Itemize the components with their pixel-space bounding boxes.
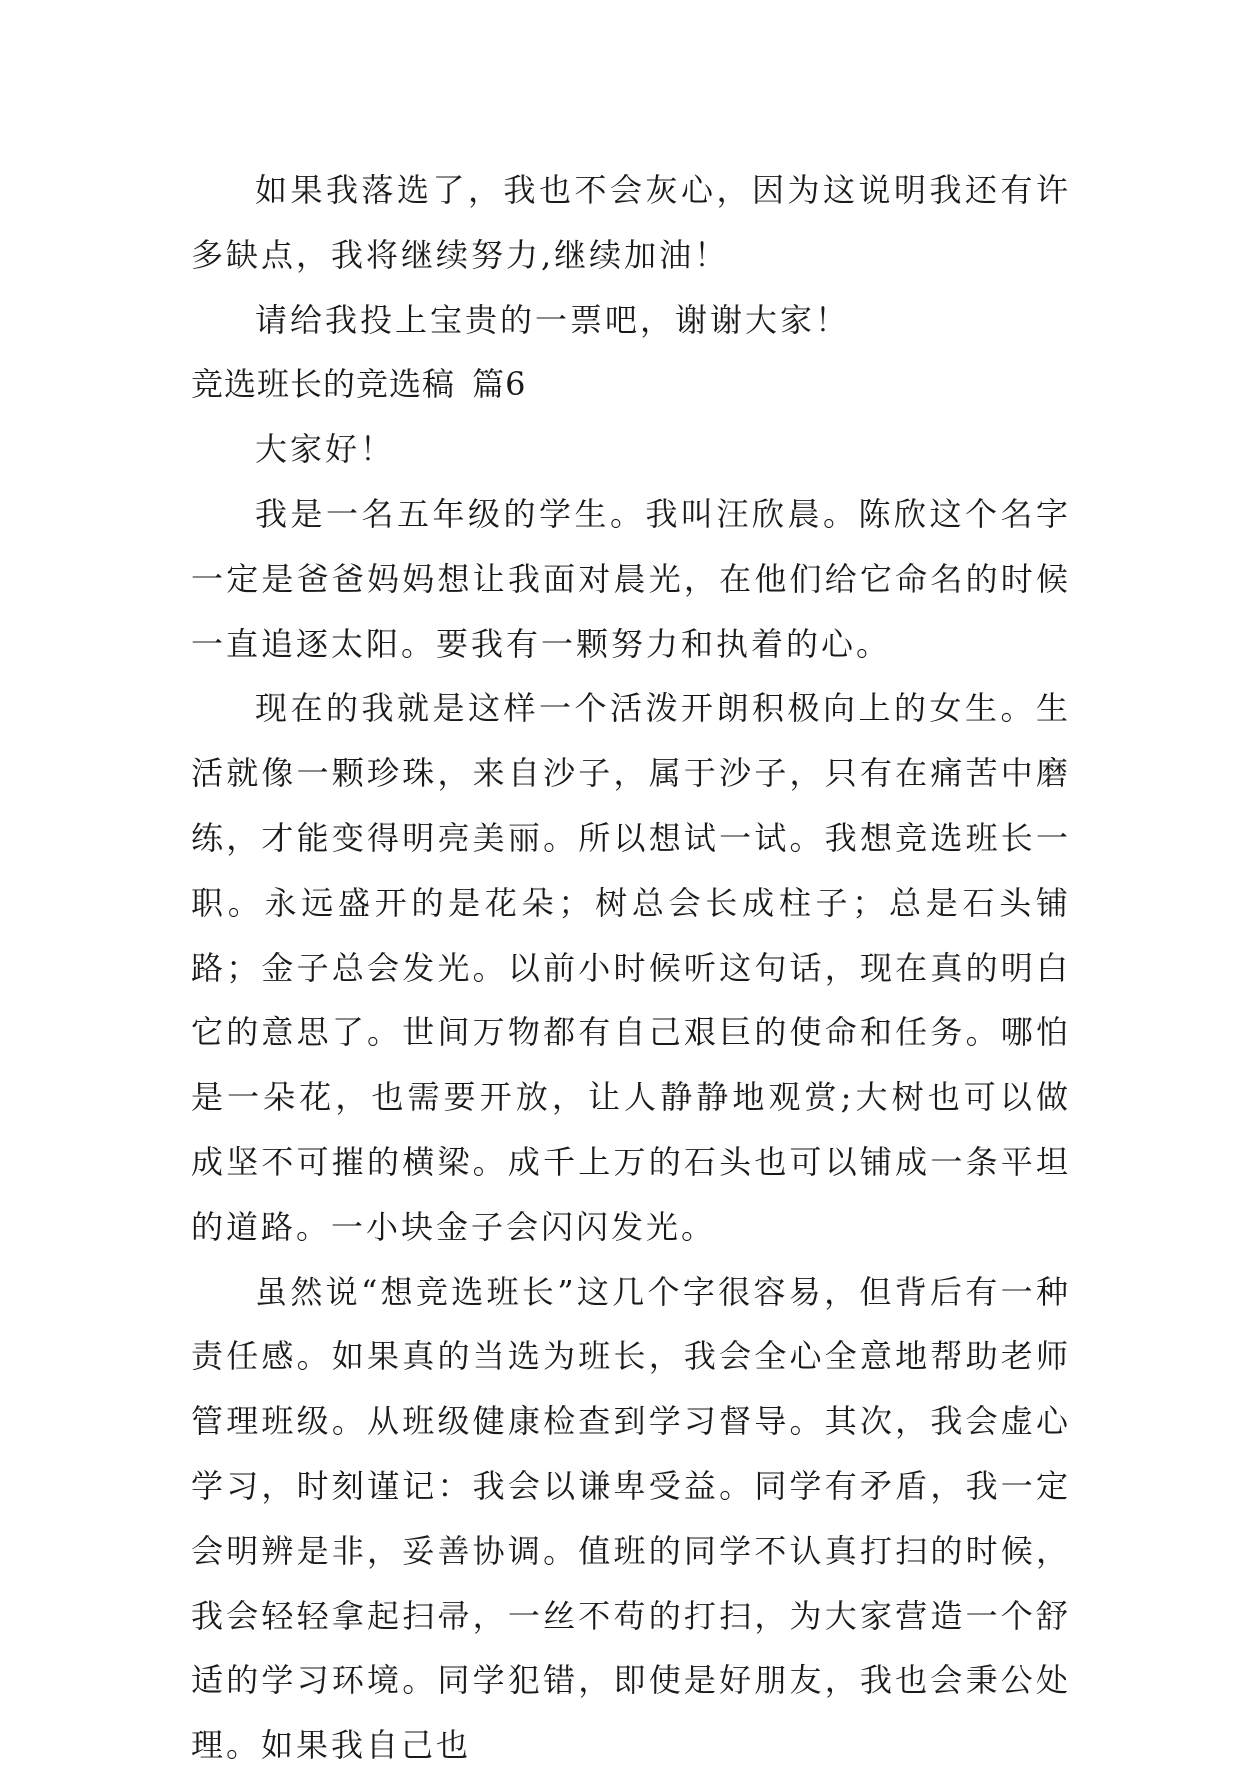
section-heading: 竞选班长的竞选稿 篇6 bbox=[191, 365, 527, 404]
paragraph-vote-request: 请给我投上宝贵的一票吧，谢谢大家！ bbox=[255, 300, 851, 339]
paragraph-greeting: 大家好！ bbox=[255, 430, 396, 469]
document-body bbox=[191, 158, 1071, 1778]
paragraph-fail-election: 如果我落选了，我也不会灰心，因为这说明我还有许多缺点，我将继续努力,继续加油！ bbox=[191, 171, 1071, 274]
paragraph-self-intro: 我是一名五年级的学生。我叫汪欣晨。陈欣这个名字一定是爸爸妈妈想让我面对晨光，在他们给它命名的时候一直追逐太阳。要我有一颗努力和执着的心。 bbox=[191, 494, 1071, 663]
paragraph-personality: 现在的我就是这样一个活泼开朗积极向上的女生。生活就像一颗珍珠，来自沙子，属于沙子，只有在痛苦中磨练，才能变得明亮美丽。所以想试一试。我想竞选班长一职。永远盛开的是花朵；树总会长成柱子；总是石头铺路；金子总会发光。以前小时候听这句话，现在真的明白它的意思了。世间万物都有自己艰巨的使命和任务。哪怕是一朵花，也需要开放，让人静静地观赏;大树也可以做成坚不可摧的横梁。成千上万的石头也可以铺成一条平坦的道路。一小块金子会闪闪发光。 bbox=[191, 689, 1071, 1246]
paragraph-responsibility: 虽然说“想竞选班长”这几个字很容易，但背后有一种责任感。如果真的当选为班长，我会全心全意地帮助老师管理班级。从班级健康检查到学习督导。其次，我会虚心学习，时刻谨记：我会以谦卑受益。同学有矛盾，我一定会明辨是非，妥善协调。值班的同学不认真打扫的时候，我会轻轻拿起扫帚，一丝不苟的打扫，为大家营造一个舒适的学习环境。同学犯错，即使是好朋友，我也会秉公处理。如果我自己也 bbox=[191, 1272, 1071, 1765]
